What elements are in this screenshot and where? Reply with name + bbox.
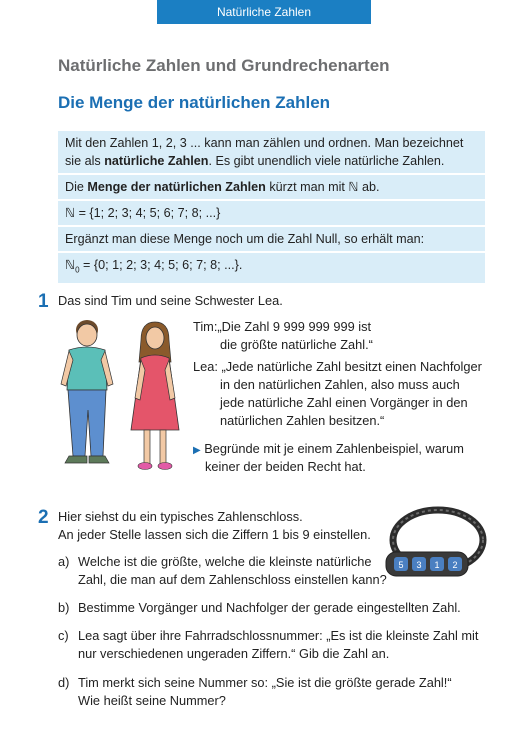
lea-quote-line: jede natürliche Zahl einen Vorgänger in den <box>220 395 468 410</box>
speaker-tim: Tim: <box>193 319 218 334</box>
set-symbol: ℕ <box>65 258 76 272</box>
task-intro: Das sind Tim und seine Schwester Lea. <box>58 293 283 308</box>
section-title: Natürliche Zahlen und Grundrechenarten <box>58 56 390 75</box>
definition-text: Mit den Zahlen 1, 2, 3 ... kann man zählen und ordnen. Man bezeichnet <box>65 136 464 150</box>
topic-title: Die Menge der natürlichen Zahlen <box>58 93 331 112</box>
set-n0-row <box>58 253 485 283</box>
text: Die <box>65 180 88 194</box>
definition-box <box>58 131 485 285</box>
text: sie als <box>65 154 105 168</box>
task-prompt-line2: keiner der beiden Recht hat. <box>205 459 366 474</box>
subtask-text: Zahl, die man auf dem Zahlenschloss einstellen kann? <box>78 572 387 587</box>
subtask-text: Lea sagt über ihre Fahrradschlossnummer: „Es ist die kleinste Zahl mit <box>78 628 479 643</box>
subtask-text: Welche ist die größte, welche die kleinste natürliche <box>78 554 372 569</box>
lock-digit: 2 <box>452 560 458 570</box>
task-intro: Hier siehst du ein typisches Zahlenschloss. <box>58 509 303 524</box>
subtask-text: Bestimme Vorgänger und Nachfolger der gerade eingestellten Zahl. <box>78 600 461 615</box>
chapter-tab <box>157 0 371 24</box>
arrow-bullet-icon: ▶ <box>193 445 201 456</box>
set-n-row: ℕ = {1; 2; 3; 4; 5; 6; 7; 8; ...} <box>58 201 485 225</box>
subtask-text: Wie heißt seine Nummer? <box>78 693 226 708</box>
definition-row <box>58 131 485 173</box>
set-elements: = {0; 1; 2; 3; 4; 5; 6; 7; 8; ...}. <box>79 258 243 272</box>
subtask-text: Tim merkt sich seine Nummer so: „Sie ist die größte gerade Zahl!“ <box>78 675 452 690</box>
tim-quote-line <box>193 318 371 336</box>
text: kürzt man mit ℕ ab. <box>265 180 380 194</box>
lock-digit: 5 <box>398 560 404 570</box>
subtask-label: d) <box>58 675 70 690</box>
lea-quote-line: natürlichen Zahlen besitzen.“ <box>220 413 385 428</box>
lock-digit: 3 <box>416 560 422 570</box>
prompt-text: Begründe mit je einem Zahlenbeispiel, warum <box>204 441 464 456</box>
combination-lock-illustration <box>378 500 490 590</box>
subtask-label: a) <box>58 554 70 569</box>
task-intro: An jeder Stelle lassen sich die Ziffern 1 bis 9 einstellen. <box>58 527 371 542</box>
text: . Es gibt unendlich viele natürliche Zahlen. <box>208 154 445 168</box>
quote-text: „Jede natürliche Zahl besitzt einen Nachfolger <box>221 359 482 374</box>
task-number: 2 <box>38 507 49 528</box>
zero-extension-row: Ergänzt man diese Menge noch um die Zahl Null, so erhält man: <box>58 227 485 251</box>
task-prompt <box>193 440 464 460</box>
lea-quote-line: in den natürlichen Zahlen, also muss auch <box>220 377 460 392</box>
term: natürliche Zahlen <box>104 154 209 168</box>
task-number: 1 <box>38 291 49 312</box>
subscript: 0 <box>75 265 80 275</box>
tim-figure <box>61 320 113 463</box>
quote-text: „Die Zahl 9 999 999 999 ist <box>217 319 372 334</box>
lea-figure <box>131 322 179 470</box>
subtask-label: c) <box>58 628 69 643</box>
speaker-lea: Lea: <box>193 359 218 374</box>
chapter-tab-label: Natürliche Zahlen <box>216 5 312 19</box>
subtask-label: b) <box>58 600 70 615</box>
subtask-text: nur verschiedenen ungeraden Ziffern.“ Gib die Zahl an. <box>78 646 390 661</box>
term: Menge der natürlichen Zahlen <box>87 180 266 194</box>
set-notation-row <box>58 175 485 199</box>
definition-text-line2 <box>65 152 478 170</box>
lea-quote-line <box>193 358 482 376</box>
tim-and-lea-illustration <box>55 318 190 476</box>
tim-quote-line: die größte natürliche Zahl.“ <box>220 337 373 352</box>
lock-digit: 1 <box>434 560 440 570</box>
